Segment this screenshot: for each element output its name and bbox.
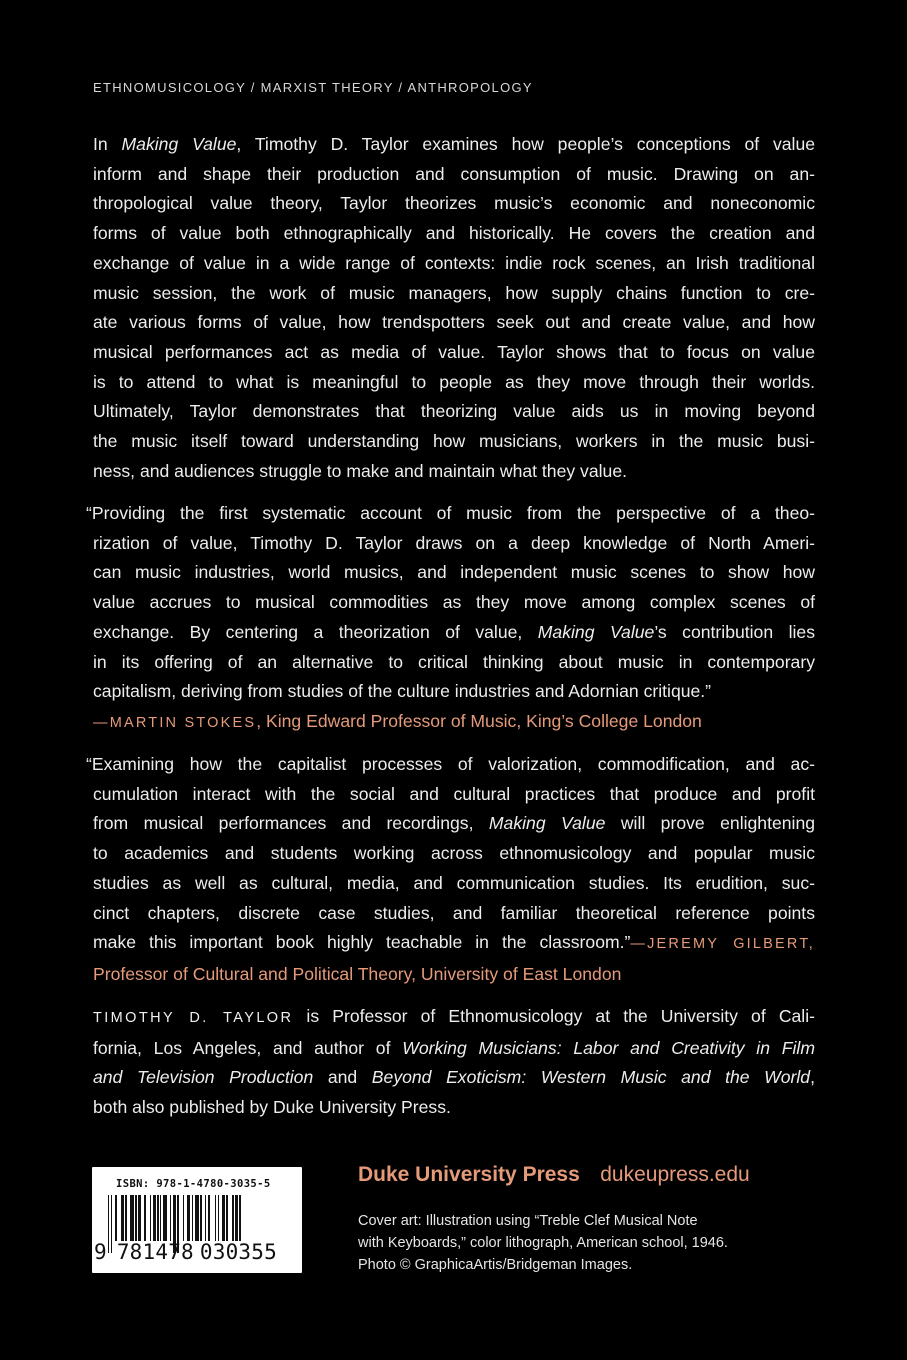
- text-segment: inform and shape their production and consumption of music. Drawing on an-: [93, 163, 815, 184]
- endorsement-quote-stokes: [86, 499, 815, 739]
- text-line: [93, 189, 815, 219]
- text-line: [93, 707, 815, 739]
- text-segment: exchange. By centering a theorization of value,: [93, 621, 538, 642]
- text-segment: Ultimately, Taylor demonstrates that theorizing value aids us in moving beyond: [93, 401, 815, 422]
- text-segment: In: [93, 134, 122, 154]
- text-line: [93, 558, 815, 588]
- text-line: [93, 308, 815, 338]
- text-segment: the music itself toward understanding how musicians, workers in the music busi-: [93, 431, 815, 452]
- italic-title: Making Value: [488, 813, 606, 834]
- text-segment: is Professor of Ethnomusicology at the University of Cali-: [293, 1006, 815, 1026]
- text-segment: ,: [810, 1067, 815, 1088]
- text-segment: value accrues to musical commodities as they move among complex scenes of: [93, 592, 815, 613]
- text-line: [93, 249, 815, 279]
- text-line: [93, 588, 815, 618]
- italic-title: and Television Production: [93, 1067, 314, 1088]
- text-line: [93, 928, 815, 960]
- text-segment: rization of value, Timothy D. Taylor draws on a deep knowledge of North Ameri-: [93, 532, 815, 553]
- text-line: [93, 219, 815, 249]
- text-segment: , Timothy D. Taylor examines how people’s conceptions of value: [236, 134, 816, 154]
- text-line: [93, 1034, 815, 1064]
- text-line: [93, 130, 815, 160]
- text-line: [86, 750, 815, 780]
- text-line: [93, 899, 815, 929]
- text-line: [93, 529, 815, 559]
- cover-art-credits: [358, 1210, 728, 1276]
- publisher-name: Duke University Press: [358, 1163, 580, 1186]
- text-segment: cinct chapters, discrete case studies, and familiar theoretical reference points: [93, 902, 815, 923]
- isbn-barcode: [92, 1167, 302, 1273]
- text-segment: and: [313, 1067, 372, 1088]
- endorsement-quote-gilbert: [86, 750, 816, 990]
- text-segment: can music industries, world musics, and independent music scenes to show how: [93, 562, 815, 583]
- text-segment: from musical performances and recordings,: [93, 813, 489, 834]
- text-segment: “Examining how the capitalist processes of valorization, commodification, and ac-: [86, 754, 815, 774]
- text-segment: ate various forms of value, how trendspotters seek out and create value, and how: [93, 312, 815, 333]
- barcode-digits: [94, 1240, 277, 1264]
- barcode-digits-right: 030355: [199, 1240, 277, 1264]
- text-line: [93, 869, 815, 899]
- publisher-url-link[interactable]: dukeupress.edu: [600, 1163, 750, 1186]
- barcode-bar: [241, 1195, 242, 1241]
- text-segment: Professor of Cultural and Political Theory, University of East London: [93, 963, 622, 984]
- text-segment: “Providing the first systematic account of music from the perspective of a theo-: [86, 503, 815, 523]
- author-name: TIMOTHY D. TAYLOR: [93, 1010, 294, 1026]
- italic-title: Working Musicians: Labor and Creativity in Film: [402, 1037, 815, 1058]
- text-line: [93, 427, 815, 457]
- publisher-row: [358, 1163, 750, 1187]
- text-segment: music session, the work of music managers, how supply chains function to cre-: [93, 282, 815, 303]
- italic-title: Beyond Exoticism: Western Music and the World: [371, 1067, 811, 1088]
- text-line: [93, 1063, 815, 1093]
- text-line: [93, 1093, 815, 1123]
- credits-line-3: Photo © GraphicaArtis/Bridgeman Images.: [358, 1257, 633, 1273]
- attribution-name: —MARTIN STOKES: [93, 714, 257, 731]
- credits-line-2: with Keyboards,” color lithograph, American school, 1946.: [358, 1235, 728, 1251]
- text-segment: cumulation interact with the social and cultural practices that produce and profit: [93, 783, 815, 804]
- text-segment: forms of value both ethnographically and historically. He covers the creation and: [93, 223, 815, 244]
- text-line: [93, 368, 815, 398]
- text-segment: is to attend to what is meaningful to people as they move through their worlds.: [93, 371, 815, 392]
- attribution-name: —JEREMY GILBERT,: [630, 936, 816, 953]
- text-line: [93, 457, 815, 487]
- text-line: [86, 499, 815, 529]
- book-description: [93, 130, 815, 486]
- isbn-label: ISBN: 978-1-4780-3035-5: [116, 1178, 271, 1190]
- text-segment: , King Edward Professor of Music, King’s College London: [256, 710, 702, 731]
- barcode-digits-left: 781478: [116, 1240, 194, 1264]
- text-line: [93, 677, 815, 707]
- text-segment: make this important book highly teachable in the classroom.”: [93, 932, 631, 953]
- text-segment: ’s contribution lies: [654, 621, 815, 642]
- text-segment: exchange of value in a wide range of contexts: indie rock scenes, an Irish traditional: [93, 252, 815, 273]
- text-segment: studies as well as cultural, media, and communication studies. Its erudition, suc-: [93, 872, 815, 893]
- text-segment: ness, and audiences struggle to make and maintain what they value.: [93, 460, 628, 481]
- author-bio: [93, 1002, 815, 1123]
- text-line: [93, 618, 815, 648]
- text-segment: both also published by Duke University Press.: [93, 1097, 451, 1118]
- barcode-digit-first: 9: [94, 1240, 107, 1264]
- text-line: [93, 960, 815, 990]
- text-segment: thropological value theory, Taylor theorizes music’s economic and noneconomic: [93, 193, 815, 214]
- text-line: [93, 809, 815, 839]
- text-line: [93, 397, 815, 427]
- text-segment: musical performances act as media of value. Taylor shows that to focus on value: [93, 341, 815, 362]
- text-segment: will prove enlightening: [605, 813, 816, 834]
- text-line: [93, 839, 815, 869]
- italic-title: Making Value: [121, 134, 237, 154]
- text-segment: fornia, Los Angeles, and author of: [93, 1037, 403, 1058]
- italic-title: Making Value: [537, 621, 655, 642]
- text-line: [93, 279, 815, 309]
- text-segment: in its offering of an alternative to critical thinking about music in contemporary: [93, 651, 815, 672]
- text-line: [93, 780, 815, 810]
- text-line: [93, 338, 815, 368]
- text-line: [93, 160, 815, 190]
- text-line: [93, 1002, 815, 1034]
- text-segment: to academics and students working across ethnomusicology and popular music: [93, 843, 815, 864]
- credits-line-1: Cover art: Illustration using “Treble Clef Musical Note: [358, 1213, 698, 1229]
- text-segment: capitalism, deriving from studies of the culture industries and Adornian critique.”: [93, 681, 712, 702]
- subject-category: ETHNOMUSICOLOGY / MARXIST THEORY / ANTHROPOLOGY: [93, 80, 533, 95]
- text-line: [93, 648, 815, 678]
